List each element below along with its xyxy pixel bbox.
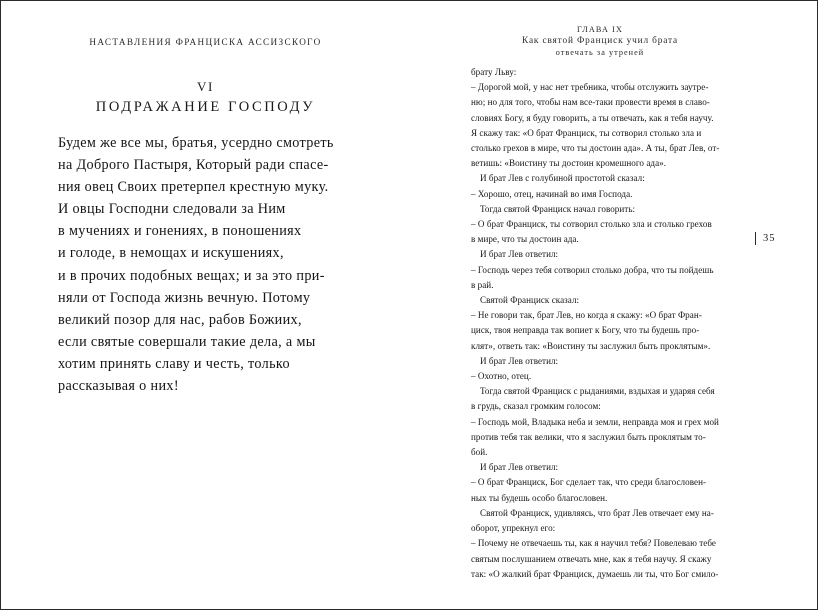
body-line: – Господь мой, Владыка неба и земли, неправда моя и грех мой (471, 416, 719, 427)
body-line: и в прочих подобных вещах; и за это при- (58, 267, 325, 284)
body-line: ветишь: «Воистину ты достоин кромешного ада». (471, 158, 667, 169)
running-head-left: НАСТАВЛЕНИЯ ФРАНЦИСКА АССИЗСКОГО (89, 37, 322, 47)
body-line: – Хорошо, отец, начинай во имя Господа. (471, 188, 633, 199)
body-line: клят», ответь так: «Воистину ты заслужил быть проклятым». (471, 340, 711, 351)
left-page-body (58, 132, 398, 397)
chapter-number: ГЛАВА IX (577, 25, 623, 34)
body-line: бой. (471, 447, 488, 458)
chapter-title-line-2: отвечать за утреней (555, 48, 645, 57)
body-line: И брат Лев с голубиной простотой сказал: (480, 173, 645, 184)
body-line: няли от Господа жизнь вечную. Потому (58, 289, 311, 306)
body-line: и голоде, в немощах и искушениях, (58, 245, 284, 262)
body-line: Тогда святой Франциск начал говорить: (480, 203, 636, 214)
body-line: в мучениях и гонениях, в поношениях (58, 223, 302, 240)
right-page (410, 1, 818, 610)
right-page-body (471, 65, 763, 582)
body-line: святым послушанием отвечать мне, как я тебя научу. Я скажу (471, 553, 712, 564)
body-line: так: «О жалкий брат Франциск, думаешь ли ты, что Бог смило- (471, 568, 719, 579)
running-head-right (450, 25, 750, 57)
body-line: – О брат Франциск, ты сотворил столько зла и столько грехов (471, 219, 712, 230)
left-page (1, 1, 410, 610)
body-line: И брат Лев ответил: (480, 462, 559, 473)
body-line: И овцы Господни следовали за Ним (58, 201, 286, 218)
body-line: брату Льву: (471, 67, 517, 77)
body-line: И брат Лев ответил: (480, 249, 559, 260)
body-line: если святые совершали такие дела, а мы (58, 333, 316, 350)
body-line: Будем же все мы, братья, усердно смотреть (58, 135, 334, 151)
body-line: – Дорогой мой, у нас нет требника, чтобы отслужить заутре- (471, 82, 709, 93)
body-line: – Господь через тебя сотворил столько добра, что ты пойдешь (471, 264, 714, 275)
body-line: столько грехов в мире, что ты достоин ада». А ты, брат Лев, от- (471, 143, 720, 154)
body-line: – Почему не отвечаешь ты, как я научил тебя? Повелеваю тебе (471, 538, 716, 549)
body-line: ню; но для того, чтобы нам все-таки провести время в славо- (471, 97, 710, 108)
body-line: Тогда святой Франциск с рыданиями, вздыхая и ударяя себя (480, 386, 715, 397)
body-line: словиях Богу, я буду говорить, а ты отвечать, как я тебя научу. (471, 112, 714, 123)
body-line: против тебя так велики, что я заслужил быть проклятым то- (471, 431, 706, 442)
body-line: ния овец Своих претерпел крестную муку. (58, 179, 329, 196)
body-line: на Доброго Пастыря, Который ради спасе- (58, 157, 329, 174)
section-number: VI (197, 79, 214, 94)
body-line: ных ты будешь особо благословен. (471, 492, 608, 503)
body-line: – О брат Франциск, Бог сделает так, что среди благословен- (471, 477, 707, 488)
page-number: 35 (763, 233, 776, 244)
body-line: – Охотно, отец. (471, 371, 532, 382)
body-line: циск, твоя неправда так вопиет к Богу, что ты будешь про- (471, 325, 700, 336)
body-line: И брат Лев ответил: (480, 355, 559, 366)
section-title: ПОДРАЖАНИЕ ГОСПОДУ (95, 99, 316, 115)
body-line: Святой Франциск сказал: (480, 295, 580, 306)
body-line: оборот, упрекнул его: (471, 523, 556, 534)
body-line: – Не говори так, брат Лев, но когда я скажу: «О брат Фран- (471, 310, 702, 321)
body-line: Я скажу так: «О брат Франциск, ты сотворил столько зла и (471, 127, 702, 138)
body-line: в грудь, сказал громким голосом: (471, 401, 601, 412)
chapter-title-line-1: Как святой Франциск учил брата (522, 36, 678, 46)
body-line: хотим принять славу и честь, только (58, 355, 290, 372)
body-line: в рай. (471, 279, 494, 290)
body-line: Святой Франциск, удивляясь, что брат Лев отвечает ему на- (480, 507, 714, 518)
body-line: в мире, что ты достоин ада. (471, 234, 579, 245)
body-line: рассказывая о них! (58, 378, 179, 395)
body-line: великий позор для нас, рабов Божиих, (58, 311, 302, 328)
